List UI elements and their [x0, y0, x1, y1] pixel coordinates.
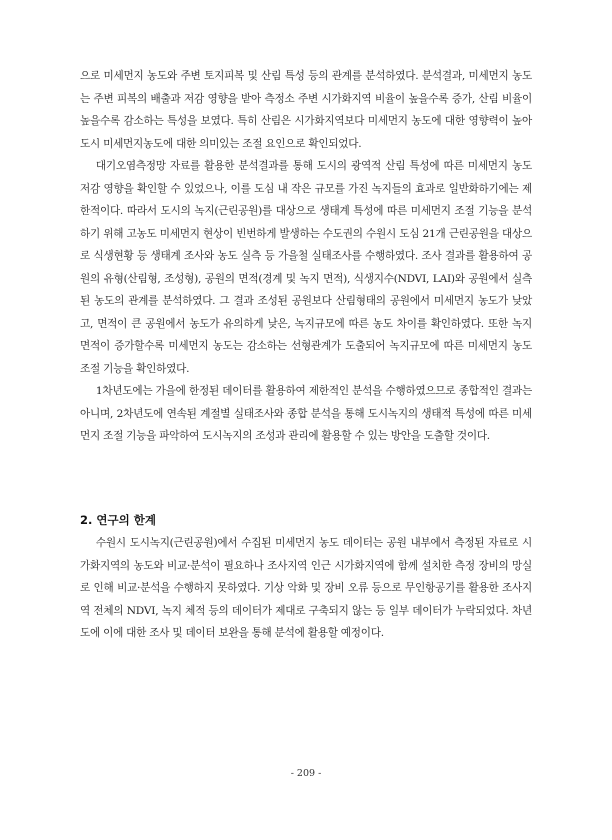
page-number: - 209 - [290, 768, 322, 779]
paragraph-limitations: 수원시 도시녹지(근린공원)에서 수집된 미세먼지 농도 데이터는 공원 내부에서 측정된 자료로 시가화지역의 농도와 비교·분석이 필요하나 조사지역 인근 시가화지역에 함께 설치한 측정 장비의 망실로 인해 비교·분석을 수행하지 못하였다. 기상 악화 및 장비 오류 등으로 무인항공기를 활용한 조사지역 전체의 NDVI, 녹지 체적 등의 데이터가 제대로 구축되지 않는 등 일부 데이터가 누락되었다. 차년도에 이에 대한 조사 및 데이터 보완을 통해 분석에 활용할 예정이다. [80, 537, 532, 639]
paragraph-continuation: 으로 미세먼지 농도와 주변 토지피복 및 산림 특성 등의 관계를 분석하였다. 분석결과, 미세먼지 농도는 주변 피복의 배출과 저감 영향을 받아 측정소 주변 시가화지역 비율이 높을수록 증가, 산림 비율이 높을수록 감소하는 특성을 보였다. 특히 산림은 시가화지역보다 미세먼지 농도에 대한 영향력이 높아 도시 미세먼지농도에 대한 의미있는 조절 요인으로 확인되었다. [80, 70, 532, 150]
body-text-section-2 [80, 532, 532, 645]
body-text-section-1 [80, 65, 532, 448]
paragraph-air-monitoring: 대기오염측정망 자료를 활용한 분석결과를 통해 도시의 광역적 산림 특성에 따른 미세먼지 농도 저감 영향을 확인할 수 있었으나, 이를 도심 내 작은 규모를 가진 녹지들의 효과로 일반화하기에는 제한적이다. 따라서 도시의 녹지(근린공원)를 대상으로 생태계 특성에 따른 미세먼지 조절 기능을 분석하기 위해 고농도 미세먼지 현상이 빈번하게 발생하는 수도권의 수원시 도심 21개 근린공원을 대상으로 식생현황 등 생태계 조사와 농도 실측 등 가을철 실태조사를 수행하였다. 조사 결과를 활용하여 공원의 유형(산림형, 조성형), 공원의 면적(경계 및 녹지 면적), 식생지수(NDVI, LAI)와 공원에서 실측된 농도의 관계를 분석하였다. 그 결과 조성된 공원보다 산림형태의 공원에서 미세먼지 농도가 낮았고, 면적이 큰 공원에서 농도가 유의하게 낮은, 녹지규모에 따른 농도 차이를 확인하였다. 또한 녹지 면적이 증가할수록 미세먼지 농도는 감소하는 선형관계가 도출되어 녹지규모에 따른 미세먼지 농도 조절 기능을 확인하였다. [80, 160, 532, 375]
section-heading-limitations: 2. 연구의 한계 [80, 513, 156, 527]
paragraph-first-year: 1차년도에는 가을에 한정된 데이터를 활용하여 제한적인 분석을 수행하였으므로 종합적인 결과는 아니며, 2차년도에 연속된 계절별 실태조사와 종합 분석을 통해 도시녹지의 생태적 특성에 따른 미세먼지 조절 기능을 파악하여 도시녹지의 조성과 관리에 활용할 수 있는 방안을 도출할 것이다. [80, 385, 532, 442]
